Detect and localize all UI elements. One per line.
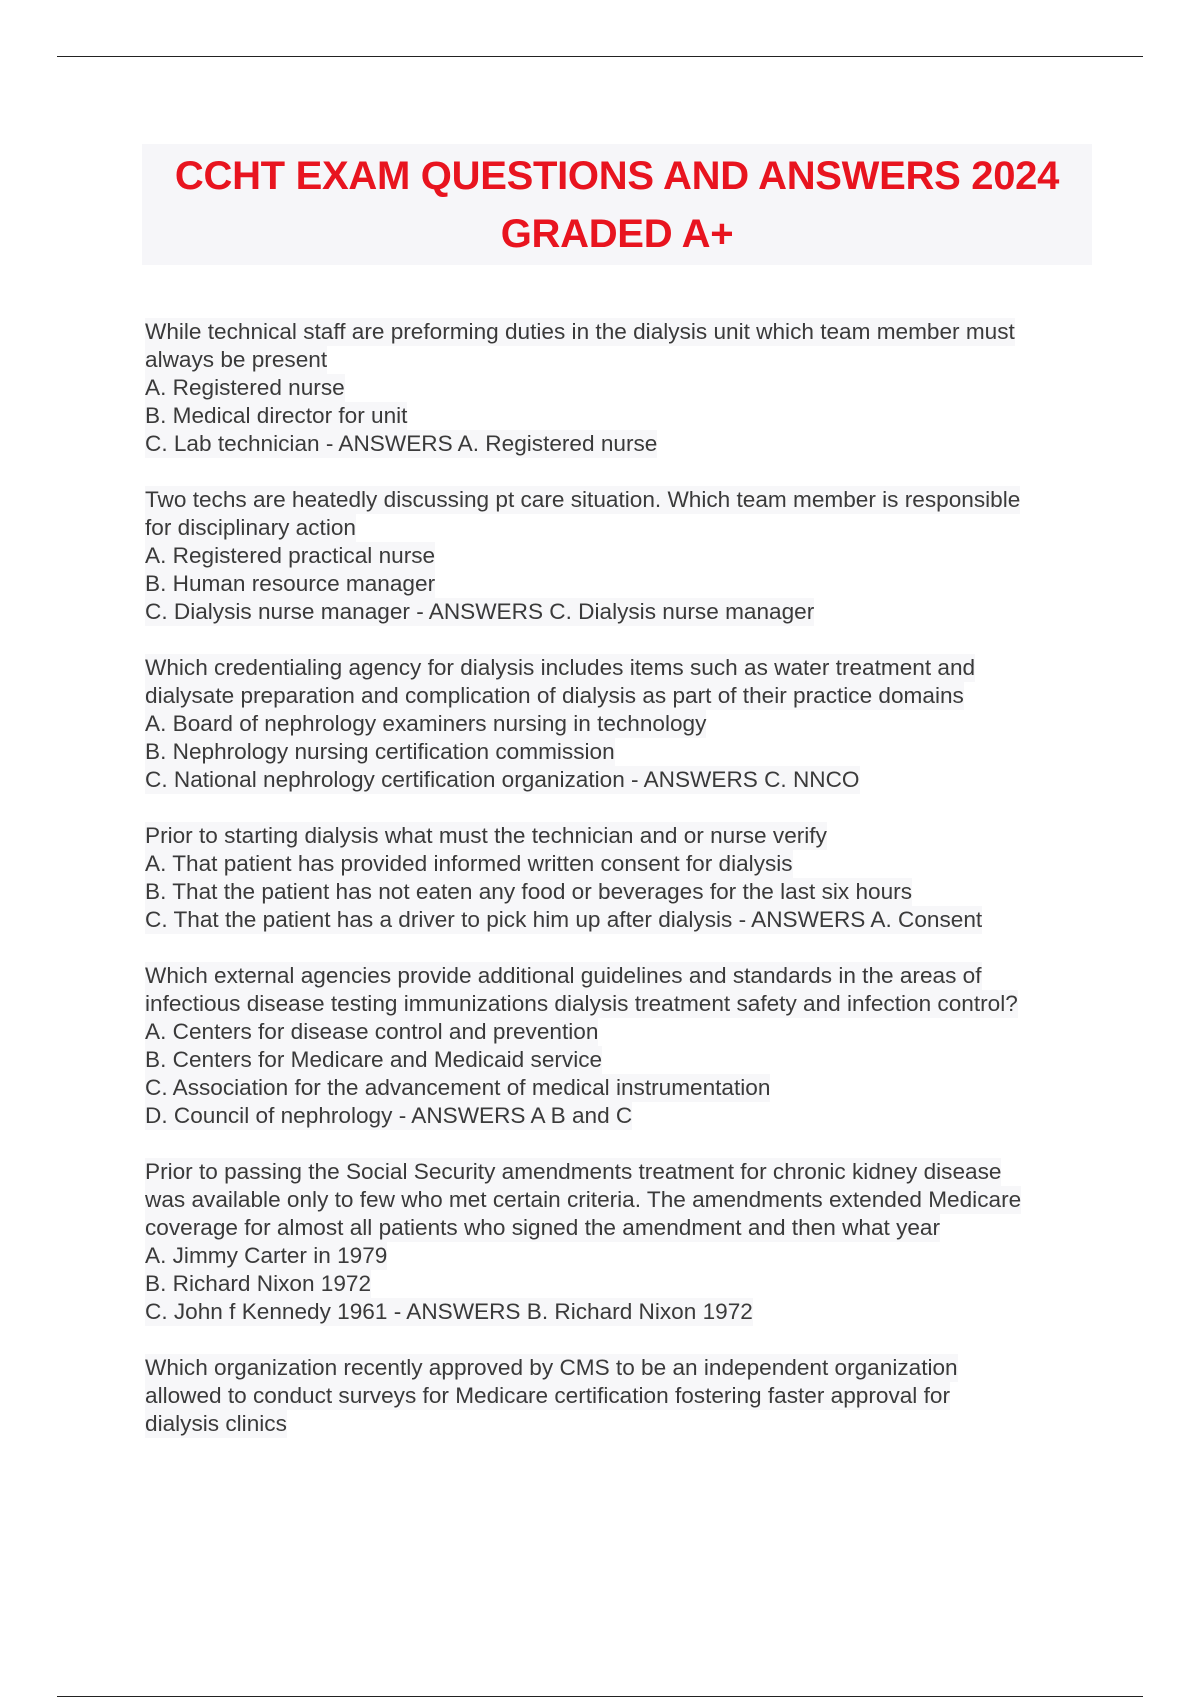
answer-line: C. National nephrology certification organization - ANSWERS C. NNCO: [145, 767, 860, 792]
question-block: [145, 822, 1105, 934]
question-block: [145, 318, 1105, 458]
top-divider: [57, 56, 1143, 57]
option-line: B. Centers for Medicare and Medicaid service: [145, 1047, 603, 1072]
option-line: A. Centers for disease control and prevention: [145, 1019, 599, 1044]
answer-line: C. That the patient has a driver to pick him up after dialysis - ANSWERS A. Consent: [145, 907, 983, 932]
answer-line: C. Lab technician - ANSWERS A. Registered nurse: [145, 431, 658, 456]
question-line: infectious disease testing immunizations dialysis treatment safety and infection control?: [145, 991, 1018, 1016]
question-line: Prior to starting dialysis what must the technician and or nurse verify: [145, 823, 827, 848]
option-line: A. Board of nephrology examiners nursing in technology: [145, 711, 707, 736]
question-line: always be present: [145, 347, 328, 372]
question-line: Two techs are heatedly discussing pt care situation. Which team member is responsible: [145, 487, 1021, 512]
option-line: A. Jimmy Carter in 1979: [145, 1243, 388, 1268]
option-line: C. Association for the advancement of medical instrumentation: [145, 1075, 771, 1100]
document-title: [175, 147, 1059, 263]
question-line: was available only to few who met certain criteria. The amendments extended Medicare: [145, 1187, 1022, 1212]
question-line: Which organization recently approved by CMS to be an independent organization: [145, 1355, 958, 1380]
question-line: Which credentialing agency for dialysis includes items such as water treatment and: [145, 655, 976, 680]
option-line: A. Registered practical nurse: [145, 543, 436, 568]
question-line: While technical staff are preforming duties in the dialysis unit which team member must: [145, 319, 1015, 344]
question-block: [145, 486, 1105, 626]
question-block: [145, 1158, 1105, 1326]
question-line: coverage for almost all patients who signed the amendment and then what year: [145, 1215, 941, 1240]
answer-line: C. Dialysis nurse manager - ANSWERS C. Dialysis nurse manager: [145, 599, 815, 624]
option-line: B. Nephrology nursing certification commission: [145, 739, 615, 764]
option-line: A. Registered nurse: [145, 375, 345, 400]
option-line: B. Human resource manager: [145, 571, 436, 596]
option-line: B. Medical director for unit: [145, 403, 408, 428]
question-block: [145, 962, 1105, 1130]
option-line: B. Richard Nixon 1972: [145, 1271, 372, 1296]
question-line: dialysate preparation and complication of dialysis as part of their practice domains: [145, 683, 964, 708]
question-line: for disciplinary action: [145, 515, 356, 540]
title-banner: [142, 144, 1092, 265]
answer-line: C. John f Kennedy 1961 - ANSWERS B. Richard Nixon 1972: [145, 1299, 753, 1324]
question-block: [145, 1354, 1105, 1438]
option-line: B. That the patient has not eaten any food or beverages for the last six hours: [145, 879, 912, 904]
qa-content: [145, 318, 1105, 1466]
question-line: allowed to conduct surveys for Medicare certification fostering faster approval for: [145, 1383, 950, 1408]
question-block: [145, 654, 1105, 794]
answer-line: D. Council of nephrology - ANSWERS A B and C: [145, 1103, 633, 1128]
bottom-divider: [57, 1696, 1143, 1697]
title-line-2: GRADED A+: [500, 211, 734, 256]
question-line: Prior to passing the Social Security amendments treatment for chronic kidney disease: [145, 1159, 1002, 1184]
question-line: dialysis clinics: [145, 1411, 287, 1436]
title-line-1: CCHT EXAM QUESTIONS AND ANSWERS 2024: [174, 153, 1060, 198]
option-line: A. That patient has provided informed written consent for dialysis: [145, 851, 793, 876]
question-line: Which external agencies provide additional guidelines and standards in the areas of: [145, 963, 982, 988]
